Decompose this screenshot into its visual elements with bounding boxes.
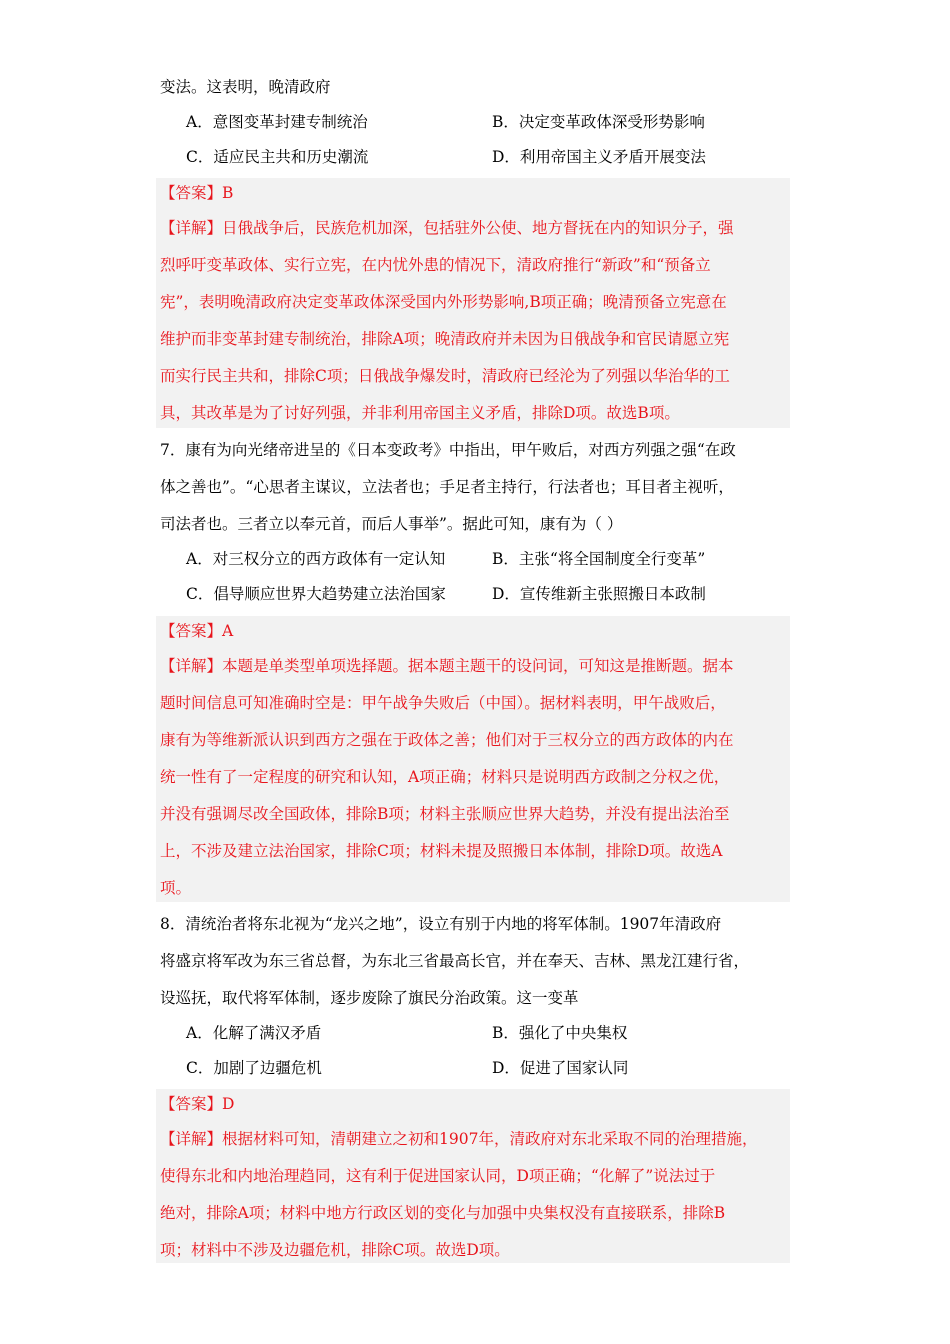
q6-detail-line: 而实行民主共和，排除C项；日俄战争爆发时，清政府已经沦为了列强以华治华的工 (160, 367, 730, 385)
q7-detail-line: 康有为等维新派认识到西方之强在于政体之善；他们对于三权分立的西方政体的内在 (160, 731, 734, 749)
q8-option-b: B．强化了中央集权 (492, 1024, 628, 1042)
q8-detail-line: 绝对，排除A项；材料中地方行政区划的变化与加强中央集权没有直接联系，排除B (160, 1204, 726, 1222)
q8-stem-line: 8．清统治者将东北视为“龙兴之地”，设立有别于内地的将军体制。1907年清政府 (160, 915, 722, 933)
q8-detail-line: 项；材料中不涉及边疆危机，排除C项。故选D项。 (160, 1241, 510, 1259)
q8-option-c: C．加剧了边疆危机 (186, 1059, 322, 1077)
q7-option-b: B．主张“将全国制度全行变革” (492, 550, 706, 568)
q8-detail-line: 使得东北和内地治理趋同，这有利于促进国家认同，D项正确；“化解了”说法过于 (160, 1167, 716, 1185)
q7-detail-line: 项。 (160, 879, 192, 897)
q6-detail-line: 具，其改革是为了讨好列强，并非利用帝国主义矛盾，排除D项。故选B项。 (160, 404, 680, 422)
q8-detail-line: 【详解】根据材料可知，清朝建立之初和1907年，清政府对东北采取不同的治理措施， (160, 1130, 758, 1148)
q7-detail-line: 题时间信息可知准确时空是：甲午战争失败后（中国）。据材料表明，甲午战败后， (160, 694, 726, 712)
q8-option-d: D．促进了国家认同 (492, 1059, 629, 1077)
q6-option-d: D．利用帝国主义矛盾开展变法 (492, 148, 706, 166)
q7-option-a: A．对三权分立的西方政体有一定认知 (186, 550, 446, 568)
q6-detail-line: 【详解】日俄战争后，民族危机加深，包括驻外公使、地方督抚在内的知识分子，强 (160, 219, 734, 237)
q6-detail-line: 宪”，表明晚清政府决定变革政体深受国内外形势影响,B项正确；晚清预备立宪意在 (160, 293, 727, 311)
q6-option-c: C．适应民主共和历史潮流 (186, 148, 369, 166)
q7-detail-line: 上，不涉及建立法治国家，排除C项；材料未提及照搬日本体制，排除D项。故选A (160, 842, 723, 860)
q7-answer: 【答案】A (160, 622, 234, 640)
q7-detail-line: 【详解】本题是单类型单项选择题。据本题主题干的设问词，可知这是推断题。据本 (160, 657, 734, 675)
q8-stem-line: 将盛京将军改为东三省总督，为东北三省最高长官，并在奉天、吉林、黑龙江建行省， (160, 952, 750, 970)
q8-stem-line: 设巡抚，取代将军体制，逐步废除了旗民分治政策。这一变革 (160, 989, 579, 1007)
q6-stem-tail: 变法。这表明，晚清政府 (160, 78, 331, 96)
q6-option-a: A．意图变革封建专制统治 (186, 113, 368, 131)
q7-stem-line: 7．康有为向光绪帝进呈的《日本变政考》中指出，甲午败后，对西方列强之强“在政 (160, 441, 736, 459)
q7-option-d: D．宣传维新主张照搬日本政制 (492, 585, 706, 603)
q7-detail-line: 并没有强调尽改全国政体，排除B项；材料主张顺应世界大趋势，并没有提出法治至 (160, 805, 730, 823)
q7-stem-line: 司法者也。三者立以奉元首，而后人事举”。据此可知，康有为（ ） (160, 515, 623, 533)
q8-answer: 【答案】D (160, 1095, 235, 1113)
q6-option-b: B．决定变革政体深受形势影响 (492, 113, 705, 131)
q8-option-a: A．化解了满汉矛盾 (186, 1024, 322, 1042)
q6-detail-line: 烈呼吁变革政体、实行立宪，在内忧外患的情况下，清政府推行“新政”和“预备立 (160, 256, 711, 274)
q7-stem-line: 体之善也”。“心思者主谋议，立法者也；手足者主持行，行法者也；耳目者主视听， (160, 478, 734, 496)
q7-detail-line: 统一性有了一定程度的研究和认知，A项正确；材料只是说明西方政制之分权之优， (160, 768, 730, 786)
q7-option-c: C．倡导顺应世界大趋势建立法治国家 (186, 585, 446, 603)
q6-detail-line: 维护而非变革封建专制统治，排除A项；晚清政府并未因为日俄战争和官民请愿立宪 (160, 330, 730, 348)
q6-answer: 【答案】B (160, 184, 234, 202)
